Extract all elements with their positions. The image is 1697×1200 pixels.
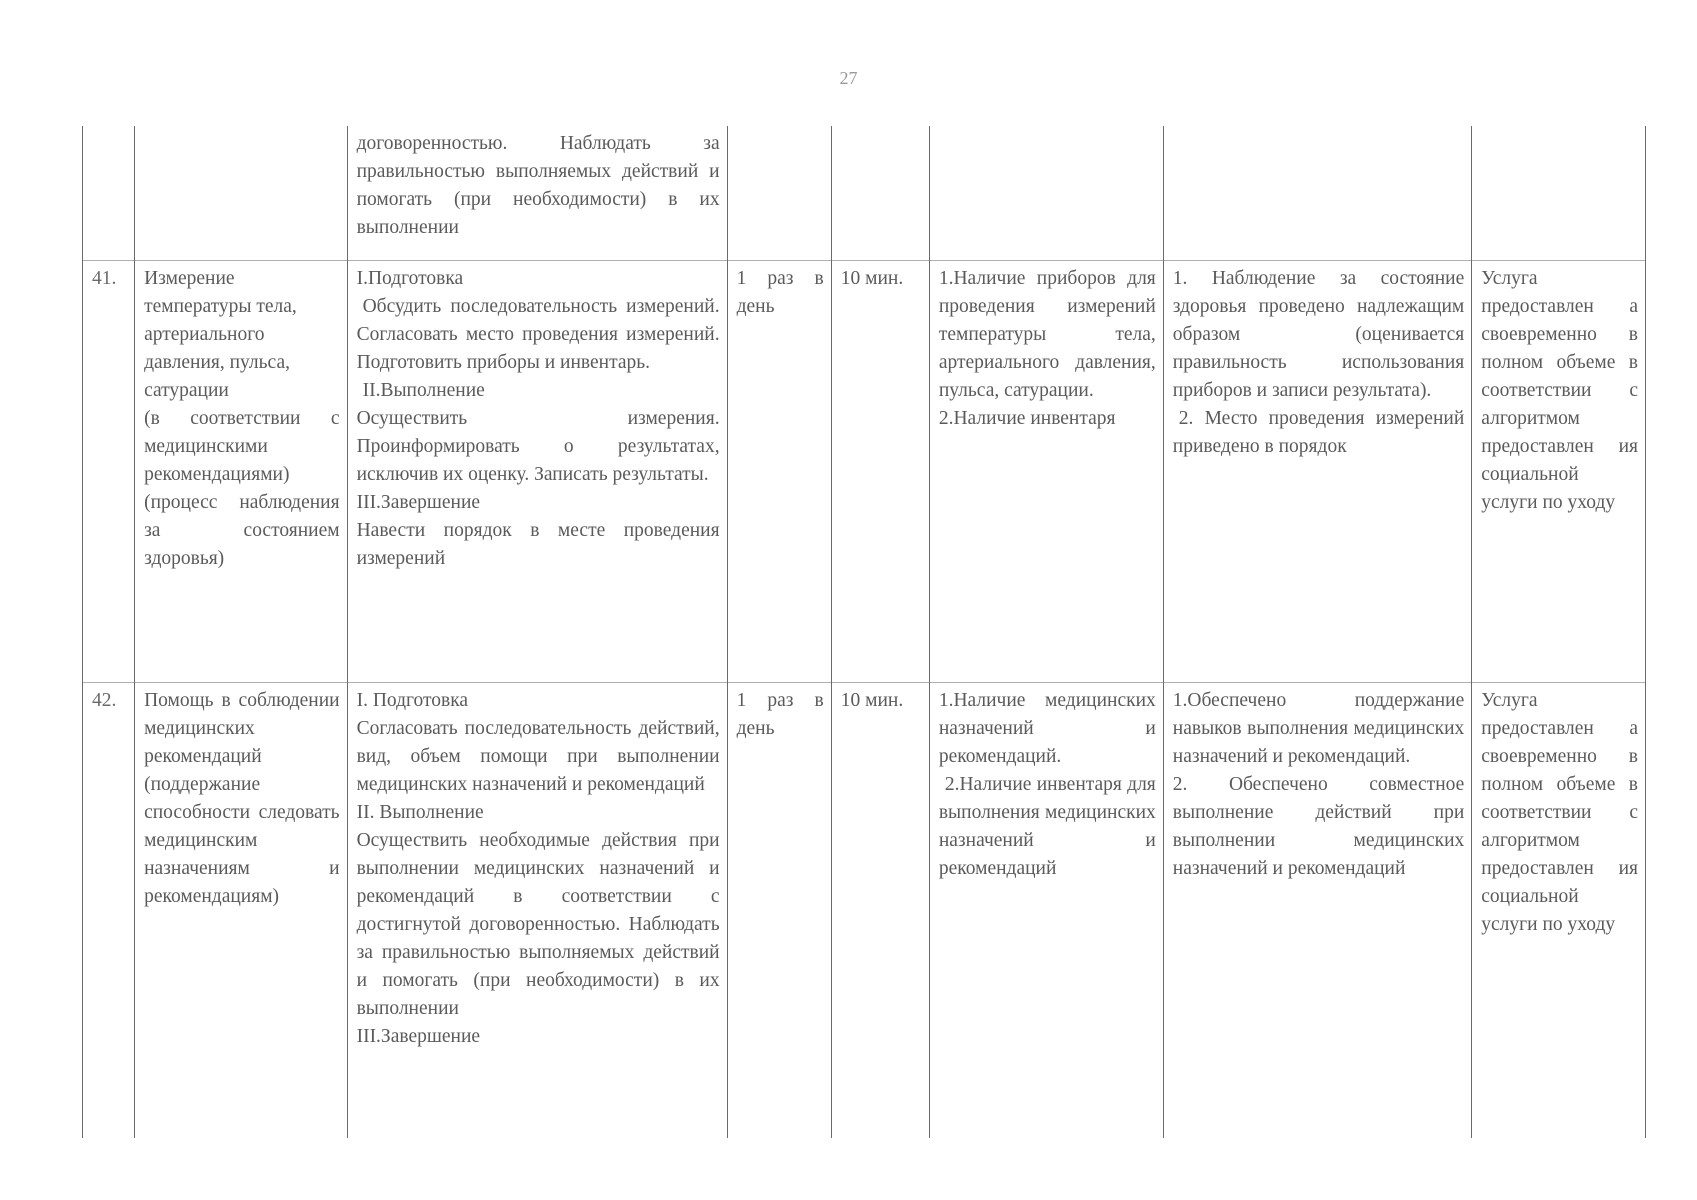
indicator-line: 1. Наблюдение за состояние здоровья проведено надлежащим образом (оценивается правильность использования приборов и записи результата). — [1172, 267, 1465, 401]
table-row — [83, 260, 1646, 682]
services-table — [82, 126, 1646, 1138]
cell-conditions — [929, 260, 1163, 682]
cell-conditions — [929, 682, 1163, 1138]
condition-line: 1.Наличие медицинских назначений и рекомендаций. — [938, 689, 1156, 767]
description-line: договоренностью. Наблюдать за правильностью выполняемых действий и помогать (при необходимости) в их выполнении — [356, 133, 720, 238]
description-line: Согласовать последовательность действий, вид, объем помощи при выполнении медицинских назначений и рекомендаций — [356, 717, 720, 795]
cell-periodicity: 1 раз в день — [727, 260, 831, 682]
cell-periodicity — [727, 126, 831, 260]
indicator-line: 2. Место проведения измерений приведено в порядок — [1172, 407, 1465, 457]
cell-number: 41. — [83, 260, 135, 682]
cell-indicators — [1163, 260, 1472, 682]
description-line: II. Выполнение — [356, 801, 484, 823]
description-line: Осуществить необходимые действия при выполнении медицинских назначений и рекомендаций в соответствии с достигнутой договоренностью. Наблюдать за правильностью выполняемых действий и помогать (при необходимости) в их выполнении — [356, 829, 720, 1019]
description-line: II.Выполнение — [362, 379, 485, 401]
cell-periodicity: 1 раз в день — [727, 682, 831, 1138]
cell-evaluation — [1472, 260, 1646, 682]
indicator-line: 1.Обеспечено поддержание навыков выполнения медицинских назначений и рекомендаций. — [1172, 689, 1465, 767]
cell-description — [347, 260, 727, 682]
description-line: I. Подготовка — [356, 689, 469, 711]
cell-service-name — [135, 126, 347, 260]
cell-description — [347, 682, 727, 1138]
cell-duration: 10 мин. — [831, 260, 929, 682]
cell-description — [347, 126, 727, 260]
cell-service-name — [135, 260, 347, 682]
page-number: 27 — [839, 68, 858, 88]
service-name-line: Помощь в соблюдении медицинских рекомендаций (поддержание способности следовать медицинским назначениям и рекомендациям) — [144, 689, 340, 907]
indicator-line: 2. Обеспечено совместное выполнение действий при выполнении медицинских назначений и рекомендаций — [1172, 773, 1465, 879]
description-line: III.Завершение — [356, 491, 481, 513]
cell-evaluation — [1472, 126, 1646, 260]
description-line: I.Подготовка — [356, 267, 464, 289]
cell-evaluation — [1472, 682, 1646, 1138]
evaluation-line: Услуга предоставлен а своевременно в полном объеме в соответствии с алгоритмом предоставлен ия социальной услуги по уходу — [1481, 267, 1638, 513]
cell-conditions — [929, 126, 1163, 260]
condition-line: 2.Наличие инвентаря для выполнения медицинских назначений и рекомендаций — [938, 773, 1156, 879]
cell-indicators — [1163, 126, 1472, 260]
cell-indicators — [1163, 682, 1472, 1138]
table-row — [83, 126, 1646, 260]
description-line: Обсудить последовательность измерений. Согласовать место проведения измерений. Подготовить приборы и инвентарь. — [356, 295, 720, 373]
evaluation-line: Услуга предоставлен а своевременно в полном объеме в соответствии с алгоритмом предоставлен ия социальной услуги по уходу — [1481, 689, 1638, 935]
description-line: III.Завершение — [356, 1025, 481, 1047]
table-row — [83, 682, 1646, 1138]
service-name-line: (в соответствии с медицинскими рекомендациями) (процесс наблюдения за состоянием здоровья) — [144, 407, 340, 569]
condition-line: 1.Наличие приборов для проведения измерений температуры тела, артериального давления, пульса, сатурации. — [938, 267, 1156, 401]
cell-number — [83, 126, 135, 260]
cell-duration: 10 мин. — [831, 682, 929, 1138]
cell-service-name — [135, 682, 347, 1138]
condition-line: 2.Наличие инвентаря — [938, 407, 1116, 429]
service-name-line: Измерение температуры тела, артериального давления, пульса, сатурации — [144, 267, 297, 401]
description-line: Навести порядок в месте проведения измерений — [356, 519, 720, 569]
cell-duration — [831, 126, 929, 260]
cell-number: 42. — [83, 682, 135, 1138]
description-line: Осуществить измерения. Проинформировать о результатах, исключив их оценку. Записать результаты. — [356, 407, 720, 485]
